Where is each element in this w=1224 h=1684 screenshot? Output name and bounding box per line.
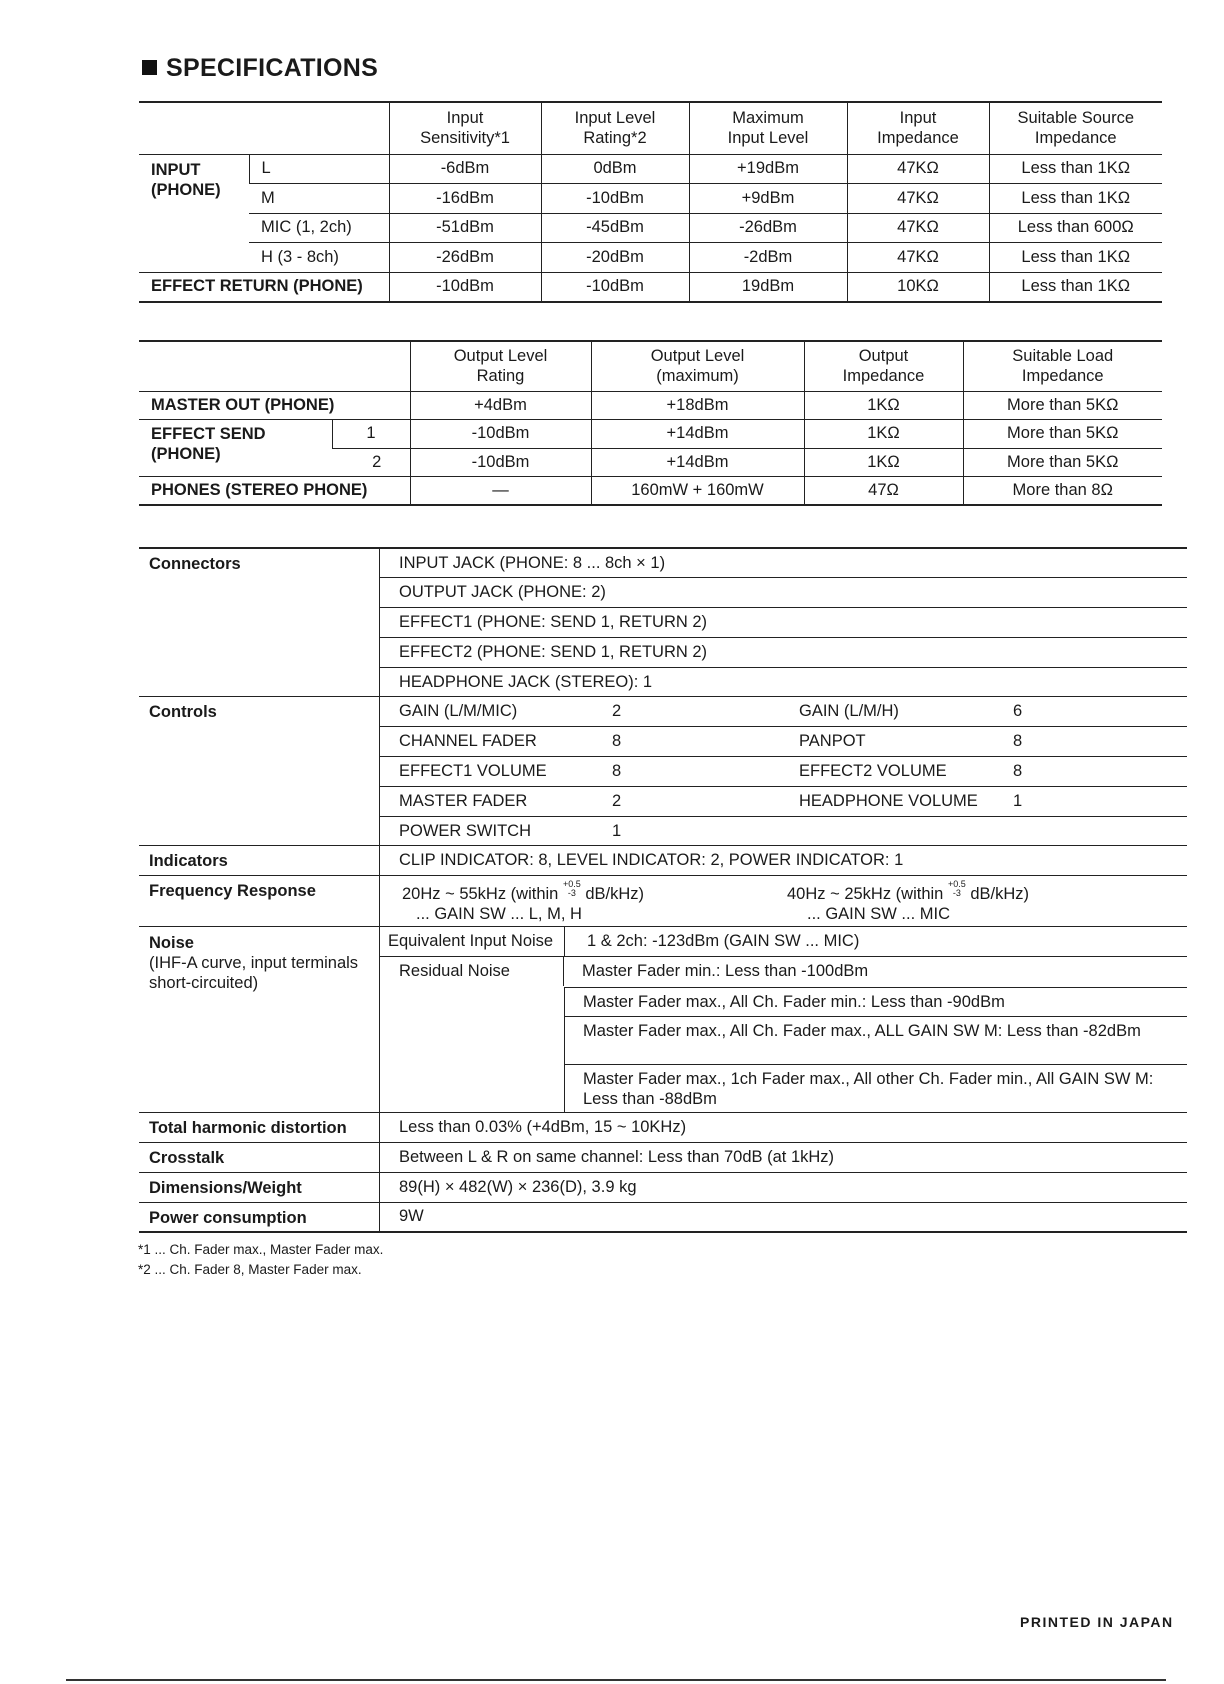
row-label: L — [249, 154, 389, 184]
header-input-sensitivity: Input Sensitivity*1 — [389, 102, 541, 154]
table-row: CHANNEL FADER 8 PANPOT 8 — [139, 727, 1187, 757]
printed-in-japan: PRINTED IN JAPAN — [1020, 1614, 1174, 1630]
table-row: EFFECT1 VOLUME 8 EFFECT2 VOLUME 8 — [139, 757, 1187, 787]
input-group-label: INPUT (PHONE) — [139, 154, 249, 272]
header-output-level-rating: Output Level Rating — [410, 341, 591, 391]
header-max-input-level: Maximum Input Level — [689, 102, 847, 154]
dimensions-label: Dimensions/Weight — [139, 1172, 380, 1202]
table-row: PHONES (STEREO PHONE) — 160mW + 160mW 47Ω More than 8Ω — [139, 477, 1162, 506]
table-row: Noise (IHF-A curve, input terminals short-circuited) Equivalent Input Noise 1 & 2ch: -123dBm (GAIN SW ... MIC) — [139, 927, 1187, 957]
header-load-impedance: Suitable Load Impedance — [963, 341, 1162, 391]
indicators-label: Indicators — [139, 846, 380, 876]
effect-send-label: EFFECT SEND (PHONE) — [139, 420, 332, 477]
table-row: M -16dBm -10dBm +9dBm 47KΩ Less than 1KΩ — [139, 184, 1162, 214]
table-row: Master Fader max., All Ch. Fader min.: Less than -90dBm — [139, 987, 1187, 1017]
square-bullet-icon — [142, 60, 157, 75]
footnote-1: *1 ... Ch. Fader max., Master Fader max. — [138, 1242, 384, 1257]
connectors-label: Connectors — [139, 548, 380, 697]
general-spec-table — [139, 547, 1187, 1233]
table-row: Indicators CLIP INDICATOR: 8, LEVEL INDICATOR: 2, POWER INDICATOR: 1 — [139, 846, 1187, 876]
row-label: M — [249, 184, 389, 214]
table-row: INPUT (PHONE) L -6dBm 0dBm +19dBm 47KΩ Less than 1KΩ — [139, 154, 1162, 184]
table-row: 2 -10dBm +14dBm 1KΩ More than 5KΩ — [139, 448, 1162, 477]
freq-response-b: 40Hz ~ 25kHz (within +0.5 -3 dB/kHz) ... GAIN SW ... MIC — [787, 879, 1029, 924]
table-row: Connectors INPUT JACK (PHONE: 8 ... 8ch × 1) — [139, 548, 1187, 578]
table-row: OUTPUT JACK (PHONE: 2) — [139, 578, 1187, 608]
residual-noise-label: Residual Noise — [380, 957, 564, 986]
thd-label: Total harmonic distortion — [139, 1113, 380, 1143]
table-row: EFFECT2 (PHONE: SEND 1, RETURN 2) — [139, 637, 1187, 667]
table-row: EFFECT RETURN (PHONE) -10dBm -10dBm 19dBm 10KΩ Less than 1KΩ — [139, 272, 1162, 302]
freq-response-label: Frequency Response — [139, 876, 380, 927]
table-row: Master Fader max., 1ch Fader max., All other Ch. Fader min., All GAIN SW M: Less than -88dBm — [139, 1064, 1187, 1113]
table-row: Dimensions/Weight 89(H) × 482(W) × 236(D), 3.9 kg — [139, 1172, 1187, 1202]
power-label: Power consumption — [139, 1202, 380, 1232]
bottom-divider — [66, 1679, 1166, 1681]
table-row — [139, 876, 1187, 927]
table-row: Crosstalk Between L & R on same channel: Less than 70dB (at 1kHz) — [139, 1143, 1187, 1173]
header-output-impedance: Output Impedance — [804, 341, 963, 391]
table-row: Total harmonic distortion Less than 0.03% (+4dBm, 15 ~ 10KHz) — [139, 1113, 1187, 1143]
table-row: Power consumption 9W — [139, 1202, 1187, 1232]
table-row: MIC (1, 2ch) -51dBm -45dBm -26dBm 47KΩ Less than 600Ω — [139, 213, 1162, 243]
table-row: POWER SWITCH 1 — [139, 816, 1187, 846]
table-row: HEADPHONE JACK (STEREO): 1 — [139, 667, 1187, 697]
footnote-2: *2 ... Ch. Fader 8, Master Fader max. — [138, 1262, 362, 1277]
master-out-label: MASTER OUT (PHONE) — [139, 391, 410, 420]
input-spec-table — [139, 101, 1162, 303]
table-row: EFFECT SEND (PHONE) 1 -10dBm +14dBm 1KΩ More than 5KΩ — [139, 420, 1162, 449]
page-title: SPECIFICATIONS — [142, 54, 378, 83]
controls-label: Controls — [139, 697, 380, 846]
equivalent-noise-label: Equivalent Input Noise — [380, 927, 565, 956]
header-input-impedance: Input Impedance — [847, 102, 989, 154]
table-row: MASTER FADER 2 HEADPHONE VOLUME 1 — [139, 786, 1187, 816]
table-row: Residual Noise Master Fader min.: Less than -100dBm — [139, 957, 1187, 987]
table-row: EFFECT1 (PHONE: SEND 1, RETURN 2) — [139, 608, 1187, 638]
row-label: MIC (1, 2ch) — [249, 213, 389, 243]
row-label: H (3 - 8ch) — [249, 243, 389, 273]
table-row: MASTER OUT (PHONE) +4dBm +18dBm 1KΩ More than 5KΩ — [139, 391, 1162, 420]
freq-response-a: 20Hz ~ 55kHz (within +0.5 -3 dB/kHz) ... GAIN SW ... L, M, H — [402, 879, 644, 924]
header-output-level-max: Output Level (maximum) — [591, 341, 804, 391]
header-input-level-rating: Input Level Rating*2 — [541, 102, 689, 154]
table-row: Master Fader max., All Ch. Fader max., ALL GAIN SW M: Less than -82dBm — [139, 1016, 1187, 1064]
crosstalk-label: Crosstalk — [139, 1143, 380, 1173]
header-source-impedance: Suitable Source Impedance — [989, 102, 1162, 154]
table-row: H (3 - 8ch) -26dBm -20dBm -2dBm 47KΩ Less than 1KΩ — [139, 243, 1162, 273]
phones-label: PHONES (STEREO PHONE) — [139, 477, 410, 506]
table-row: Controls GAIN (L/M/MIC) 2 GAIN (L/M/H) 6 — [139, 697, 1187, 727]
noise-label: Noise (IHF-A curve, input terminals short-circuited) — [139, 927, 380, 1113]
effect-return-label: EFFECT RETURN (PHONE) — [139, 272, 389, 302]
output-spec-table — [139, 340, 1162, 506]
